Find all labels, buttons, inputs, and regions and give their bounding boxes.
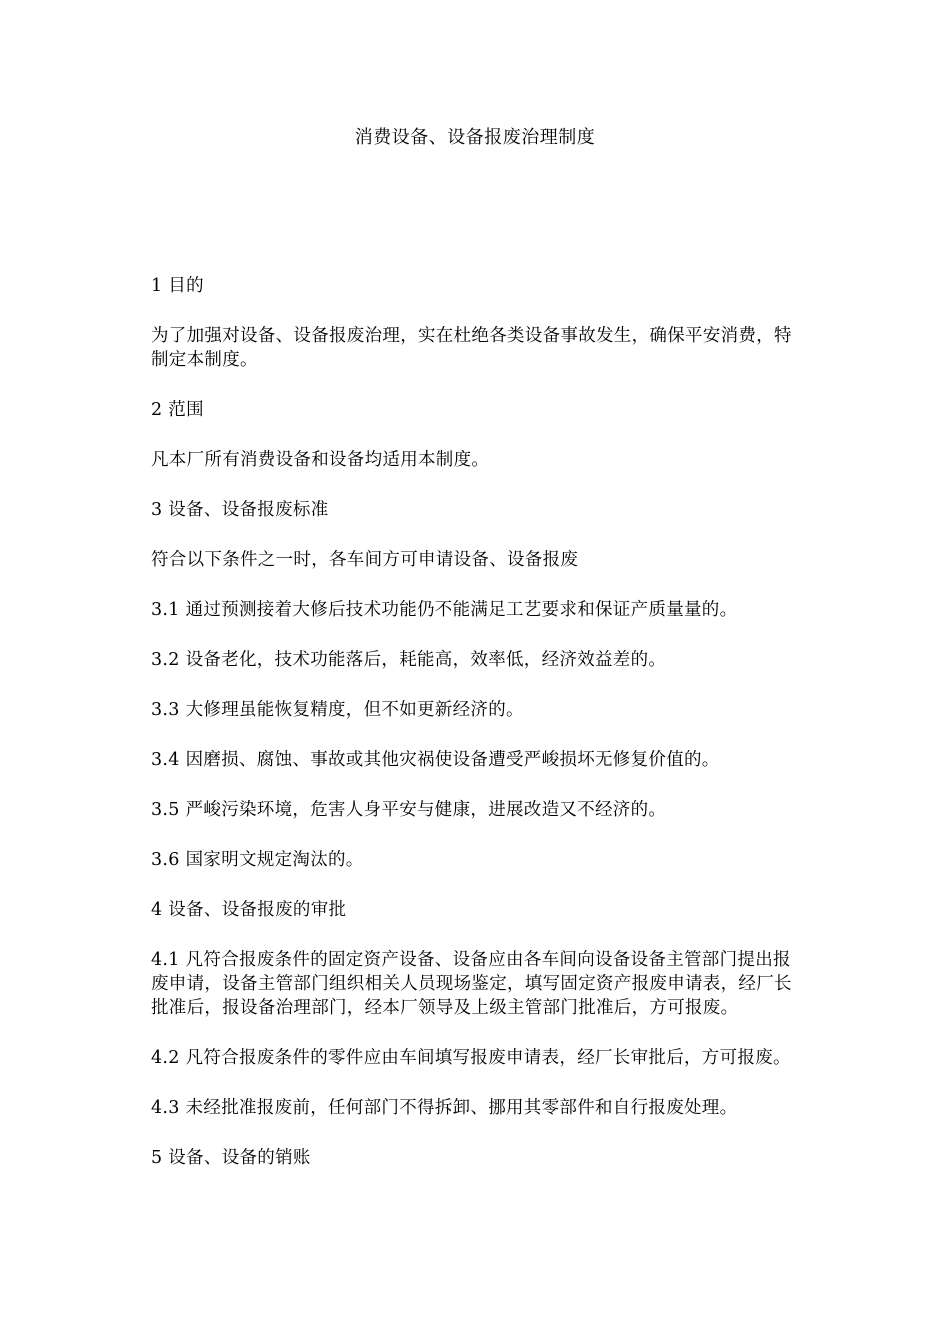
clause-3-2: 3.2 设备老化，技术功能落后，耗能高，效率低，经济效益差的。 — [151, 650, 667, 670]
section-heading-scope: 2 范围 — [151, 400, 204, 420]
paragraph-purpose: 为了加强对设备、设备报废治理，实在杜绝各类设备事故发生，确保平安消费，特制定本制度。 — [151, 326, 792, 370]
section-heading-writeoff: 5 设备、设备的销账 — [151, 1148, 311, 1168]
paragraph-criteria-intro: 符合以下条件之一时，各车间方可申请设备、设备报废 — [151, 550, 579, 570]
section-heading-criteria: 3 设备、设备报废标准 — [151, 500, 329, 520]
section-heading-approval: 4 设备、设备报废的审批 — [151, 900, 347, 920]
section-heading-purpose: 1 目的 — [151, 276, 204, 296]
paragraph-scope: 凡本厂所有消费设备和设备均适用本制度。 — [151, 450, 490, 470]
clause-3-1: 3.1 通过预测接着大修后技术功能仍不能满足工艺要求和保证产质量量的。 — [151, 600, 738, 620]
document-body — [151, 274, 801, 1196]
clause-3-6: 3.6 国家明文规定淘汰的。 — [151, 850, 364, 870]
clause-4-1: 4.1 凡符合报废条件的固定资产设备、设备应由各车间向设备设备主管部门提出报废申请，设备主管部门组织相关人员现场鉴定，填写固定资产报废申请表，经厂长批准后，报设备治理部门，经本厂领导及上级主管部门批准后，方可报废。 — [151, 950, 792, 1018]
clause-4-2: 4.2 凡符合报废条件的零件应由车间填写报废申请表，经厂长审批后，方可报废。 — [151, 1048, 791, 1068]
clause-4-3: 4.3 未经批准报废前，任何部门不得拆卸、挪用其零部件和自行报废处理。 — [151, 1098, 738, 1118]
clause-3-3: 3.3 大修理虽能恢复精度，但不如更新经济的。 — [151, 700, 524, 720]
document-title: 消费设备、设备报废治理制度 — [354, 127, 596, 148]
clause-3-4: 3.4 因磨损、腐蚀、事故或其他灾祸使设备遭受严峻损坏无修复价值的。 — [151, 750, 720, 770]
clause-3-5: 3.5 严峻污染环境，危害人身平安与健康，进展改造又不经济的。 — [151, 800, 667, 820]
